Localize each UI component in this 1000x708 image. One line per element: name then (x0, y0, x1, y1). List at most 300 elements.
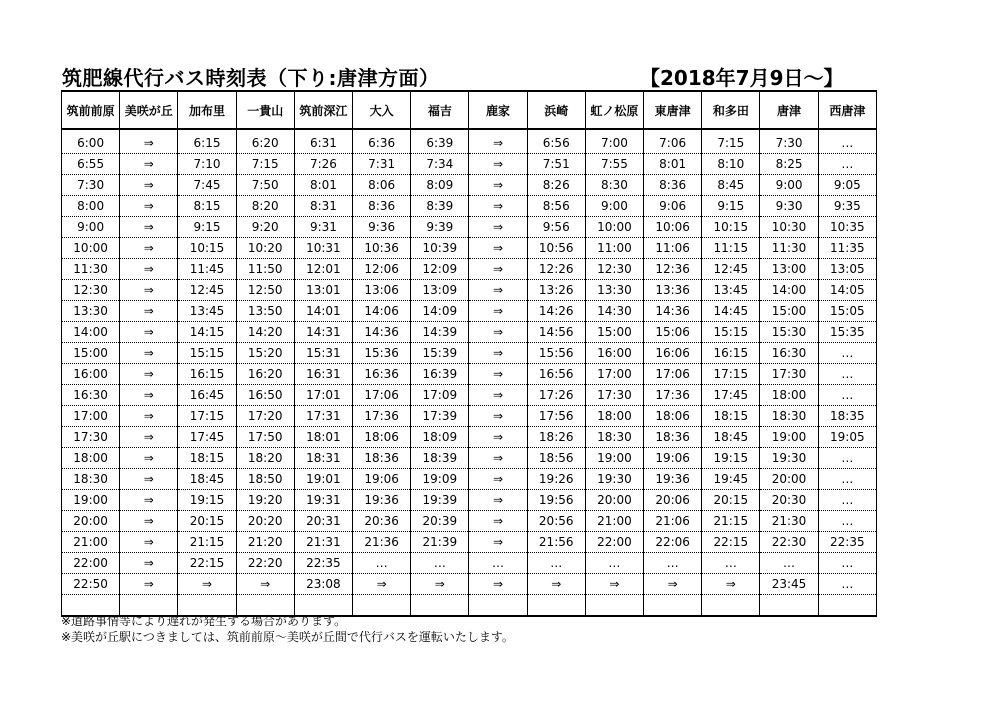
time-cell: 18:30 (760, 406, 818, 427)
time-cell: 9:20 (236, 217, 294, 238)
table-row (62, 469, 877, 490)
time-cell: 10:06 (644, 217, 702, 238)
time-cell: 21:56 (527, 532, 585, 553)
time-cell: 18:20 (236, 448, 294, 469)
time-cell: … (818, 511, 876, 532)
time-cell: … (702, 553, 760, 574)
time-cell: 16:00 (585, 343, 643, 364)
time-cell: 11:30 (760, 238, 818, 259)
station-header: 唐津 (760, 91, 818, 129)
time-cell: 19:36 (353, 490, 411, 511)
time-cell: ⇒ (120, 364, 178, 385)
note-misakigaoka: ※美咲が丘駅につきましては、筑前前原～美咲が丘間で代行バスを運転いたします。 (61, 630, 514, 644)
table-row (62, 217, 877, 238)
table-row (62, 175, 877, 196)
station-header: 筑前前原 (62, 91, 120, 129)
time-cell: 19:39 (411, 490, 469, 511)
time-cell: 14:30 (585, 301, 643, 322)
time-cell: 22:35 (818, 532, 876, 553)
time-cell: 9:06 (644, 196, 702, 217)
station-header: 東唐津 (644, 91, 702, 129)
time-cell: 20:00 (760, 469, 818, 490)
time-cell: 9:05 (818, 175, 876, 196)
time-cell: 8:45 (702, 175, 760, 196)
time-cell: 10:31 (294, 238, 352, 259)
time-cell: 7:15 (236, 154, 294, 175)
time-cell: 22:35 (294, 553, 352, 574)
table-row (62, 129, 877, 154)
time-cell: 7:15 (702, 129, 760, 154)
time-cell: 13:30 (62, 301, 120, 322)
time-cell: 19:01 (294, 469, 352, 490)
time-cell: … (760, 553, 818, 574)
time-cell: 17:30 (62, 427, 120, 448)
time-cell: 20:00 (585, 490, 643, 511)
time-cell: ⇒ (120, 511, 178, 532)
time-cell: ⇒ (120, 490, 178, 511)
time-cell: 17:06 (353, 385, 411, 406)
effective-date: 【2018年7月9日～】 (640, 66, 844, 90)
station-header: 鹿家 (469, 91, 527, 129)
blank-cell (760, 595, 818, 617)
time-cell: 18:09 (411, 427, 469, 448)
time-cell: 16:45 (178, 385, 236, 406)
time-cell: ⇒ (469, 490, 527, 511)
table-row (62, 322, 877, 343)
time-cell: 22:20 (236, 553, 294, 574)
station-header: 筑前深江 (294, 91, 352, 129)
time-cell: 10:00 (62, 238, 120, 259)
time-cell: 22:06 (644, 532, 702, 553)
time-cell: 8:01 (644, 154, 702, 175)
time-cell: 15:00 (760, 301, 818, 322)
time-cell: 19:26 (527, 469, 585, 490)
time-cell: 20:30 (760, 490, 818, 511)
time-cell: 7:50 (236, 175, 294, 196)
time-cell: 18:39 (411, 448, 469, 469)
time-cell: 15:15 (702, 322, 760, 343)
table-row (62, 196, 877, 217)
time-cell: 7:10 (178, 154, 236, 175)
time-cell: 13:30 (585, 280, 643, 301)
time-cell: ⇒ (469, 532, 527, 553)
table-row (62, 364, 877, 385)
time-cell: 13:06 (353, 280, 411, 301)
time-cell: 10:30 (760, 217, 818, 238)
timetable (61, 90, 877, 617)
time-cell: … (818, 385, 876, 406)
time-cell: 9:30 (760, 196, 818, 217)
time-cell: 15:56 (527, 343, 585, 364)
station-header: 加布里 (178, 91, 236, 129)
time-cell: 9:35 (818, 196, 876, 217)
time-cell: 18:36 (353, 448, 411, 469)
time-cell: 20:15 (178, 511, 236, 532)
time-cell: 17:50 (236, 427, 294, 448)
table-row (62, 280, 877, 301)
time-cell: 18:30 (62, 469, 120, 490)
time-cell: 21:39 (411, 532, 469, 553)
time-cell: 8:09 (411, 175, 469, 196)
time-cell: 9:39 (411, 217, 469, 238)
time-cell: 9:56 (527, 217, 585, 238)
time-cell: 14:56 (527, 322, 585, 343)
time-cell: 8:06 (353, 175, 411, 196)
time-cell: 8:36 (353, 196, 411, 217)
blank-cell (818, 595, 876, 617)
table-row (62, 301, 877, 322)
page-title: 筑肥線代行バス時刻表（下り:唐津方面） (62, 66, 440, 90)
time-cell: 16:15 (702, 343, 760, 364)
time-cell: 7:31 (353, 154, 411, 175)
time-cell: 15:00 (585, 322, 643, 343)
table-row (62, 511, 877, 532)
time-cell: 22:15 (702, 532, 760, 553)
time-cell: 16:20 (236, 364, 294, 385)
time-cell: 13:09 (411, 280, 469, 301)
time-cell: ⇒ (120, 322, 178, 343)
table-row (62, 448, 877, 469)
time-cell: 8:36 (644, 175, 702, 196)
time-cell: … (644, 553, 702, 574)
time-cell: 19:20 (236, 490, 294, 511)
time-cell: 17:36 (353, 406, 411, 427)
time-cell: 11:00 (585, 238, 643, 259)
time-cell: 17:06 (644, 364, 702, 385)
table-row (62, 385, 877, 406)
blank-cell (702, 595, 760, 617)
time-cell: ⇒ (120, 196, 178, 217)
time-cell: ⇒ (120, 574, 178, 595)
time-cell: 20:00 (62, 511, 120, 532)
blank-cell (585, 595, 643, 617)
time-cell: 18:15 (178, 448, 236, 469)
time-cell: 21:15 (702, 511, 760, 532)
time-cell: 10:35 (818, 217, 876, 238)
time-cell: ⇒ (120, 532, 178, 553)
time-cell: 7:30 (62, 175, 120, 196)
time-cell: 18:06 (353, 427, 411, 448)
time-cell: 18:30 (585, 427, 643, 448)
time-cell: 6:31 (294, 129, 352, 154)
time-cell: ⇒ (120, 154, 178, 175)
station-header: 西唐津 (818, 91, 876, 129)
time-cell: 11:15 (702, 238, 760, 259)
time-cell: 12:36 (644, 259, 702, 280)
note-delay: ※道路事情等により遅れが発生する場合があります。 (61, 614, 347, 628)
time-cell: 18:01 (294, 427, 352, 448)
time-cell: 12:45 (702, 259, 760, 280)
time-cell: 14:26 (527, 301, 585, 322)
time-cell: 23:45 (760, 574, 818, 595)
time-cell: 18:06 (644, 406, 702, 427)
time-cell: 17:39 (411, 406, 469, 427)
time-cell: 16:00 (62, 364, 120, 385)
time-cell: ⇒ (469, 175, 527, 196)
time-cell: 9:15 (702, 196, 760, 217)
time-cell: 22:00 (62, 553, 120, 574)
time-cell: ⇒ (120, 217, 178, 238)
time-cell: 13:01 (294, 280, 352, 301)
time-cell: 13:45 (178, 301, 236, 322)
time-cell: 20:31 (294, 511, 352, 532)
time-cell: 15:00 (62, 343, 120, 364)
time-cell: 16:36 (353, 364, 411, 385)
time-cell: 17:00 (585, 364, 643, 385)
time-cell: 6:39 (411, 129, 469, 154)
time-cell: 14:05 (818, 280, 876, 301)
time-cell: ⇒ (120, 175, 178, 196)
time-cell: ⇒ (178, 574, 236, 595)
time-cell: 22:15 (178, 553, 236, 574)
time-cell: ⇒ (469, 469, 527, 490)
table-row (62, 532, 877, 553)
time-cell: 15:35 (818, 322, 876, 343)
time-cell: 20:36 (353, 511, 411, 532)
station-header: 福吉 (411, 91, 469, 129)
time-cell: 8:30 (585, 175, 643, 196)
time-cell: ⇒ (469, 406, 527, 427)
time-cell: ⇒ (469, 448, 527, 469)
time-cell: 20:39 (411, 511, 469, 532)
time-cell: 12:50 (236, 280, 294, 301)
time-cell: ⇒ (702, 574, 760, 595)
time-cell: 8:39 (411, 196, 469, 217)
time-cell: 10:56 (527, 238, 585, 259)
time-cell: ⇒ (469, 238, 527, 259)
time-cell: … (818, 574, 876, 595)
time-cell: 16:50 (236, 385, 294, 406)
time-cell: 18:26 (527, 427, 585, 448)
time-cell: 20:06 (644, 490, 702, 511)
time-cell: 14:15 (178, 322, 236, 343)
time-cell: 13:00 (760, 259, 818, 280)
time-cell: 19:15 (702, 448, 760, 469)
time-cell: 14:06 (353, 301, 411, 322)
time-cell: ⇒ (469, 301, 527, 322)
time-cell: 14:36 (644, 301, 702, 322)
time-cell: 14:09 (411, 301, 469, 322)
time-cell: 18:00 (760, 385, 818, 406)
time-cell: 17:09 (411, 385, 469, 406)
time-cell: 19:31 (294, 490, 352, 511)
time-cell: 12:26 (527, 259, 585, 280)
time-cell: 21:20 (236, 532, 294, 553)
time-cell: … (818, 154, 876, 175)
table-row (62, 490, 877, 511)
time-cell: … (818, 553, 876, 574)
time-cell: 17:26 (527, 385, 585, 406)
time-cell: 15:15 (178, 343, 236, 364)
time-cell: 14:36 (353, 322, 411, 343)
time-cell: ⇒ (469, 280, 527, 301)
time-cell: 18:35 (818, 406, 876, 427)
time-cell: 16:56 (527, 364, 585, 385)
time-cell: 18:45 (178, 469, 236, 490)
time-cell: 7:30 (760, 129, 818, 154)
time-cell: 19:30 (760, 448, 818, 469)
time-cell: 17:20 (236, 406, 294, 427)
time-cell: 21:31 (294, 532, 352, 553)
time-cell: … (585, 553, 643, 574)
time-cell: … (469, 553, 527, 574)
time-cell: … (818, 469, 876, 490)
notes (61, 613, 514, 645)
time-cell: 18:36 (644, 427, 702, 448)
time-cell: 17:31 (294, 406, 352, 427)
time-cell: 9:00 (760, 175, 818, 196)
time-cell: 19:06 (353, 469, 411, 490)
time-cell: 19:06 (644, 448, 702, 469)
time-cell: 19:00 (760, 427, 818, 448)
time-cell: 13:50 (236, 301, 294, 322)
time-cell: 6:20 (236, 129, 294, 154)
time-cell: 7:00 (585, 129, 643, 154)
time-cell: 15:20 (236, 343, 294, 364)
time-cell: 11:06 (644, 238, 702, 259)
time-cell: ⇒ (120, 301, 178, 322)
time-cell: … (353, 553, 411, 574)
time-cell: 14:39 (411, 322, 469, 343)
time-cell: 19:09 (411, 469, 469, 490)
time-cell: 20:15 (702, 490, 760, 511)
time-cell: 8:25 (760, 154, 818, 175)
time-cell: 21:15 (178, 532, 236, 553)
time-cell: 12:30 (62, 280, 120, 301)
time-cell: ⇒ (469, 217, 527, 238)
time-cell: 16:15 (178, 364, 236, 385)
time-cell: 15:36 (353, 343, 411, 364)
station-header: 美咲が丘 (120, 91, 178, 129)
time-cell: ⇒ (120, 427, 178, 448)
time-cell: 17:45 (178, 427, 236, 448)
time-cell: 8:10 (702, 154, 760, 175)
time-cell: 17:15 (702, 364, 760, 385)
table-row (62, 238, 877, 259)
table-row (62, 154, 877, 175)
time-cell: 7:45 (178, 175, 236, 196)
time-cell: … (818, 364, 876, 385)
station-header: 浜崎 (527, 91, 585, 129)
time-cell: 17:15 (178, 406, 236, 427)
time-cell: ⇒ (469, 343, 527, 364)
time-cell: ⇒ (469, 574, 527, 595)
time-cell: 12:09 (411, 259, 469, 280)
station-header: 虹ノ松原 (585, 91, 643, 129)
time-cell: … (818, 343, 876, 364)
time-cell: 22:30 (760, 532, 818, 553)
time-cell: 21:00 (62, 532, 120, 553)
time-cell: 9:00 (62, 217, 120, 238)
station-header: 和多田 (702, 91, 760, 129)
time-cell: 10:39 (411, 238, 469, 259)
time-cell: 15:06 (644, 322, 702, 343)
time-cell: 15:30 (760, 322, 818, 343)
time-cell: 6:00 (62, 129, 120, 154)
time-cell: 23:08 (294, 574, 352, 595)
time-cell: 12:06 (353, 259, 411, 280)
table-row (62, 343, 877, 364)
time-cell: 7:55 (585, 154, 643, 175)
time-cell: 11:30 (62, 259, 120, 280)
time-cell: 9:36 (353, 217, 411, 238)
time-cell: 10:00 (585, 217, 643, 238)
time-cell: 19:30 (585, 469, 643, 490)
time-cell: 18:15 (702, 406, 760, 427)
time-cell: 19:00 (62, 490, 120, 511)
time-cell: 6:56 (527, 129, 585, 154)
time-cell: ⇒ (644, 574, 702, 595)
time-cell: ⇒ (469, 511, 527, 532)
time-cell: 11:35 (818, 238, 876, 259)
time-cell: 17:00 (62, 406, 120, 427)
table-row (62, 574, 877, 595)
time-cell: 19:56 (527, 490, 585, 511)
time-cell: 8:56 (527, 196, 585, 217)
time-cell: 14:00 (760, 280, 818, 301)
time-cell: 9:00 (585, 196, 643, 217)
time-cell: 19:15 (178, 490, 236, 511)
table-row (62, 427, 877, 448)
time-cell: 9:31 (294, 217, 352, 238)
time-cell: 14:20 (236, 322, 294, 343)
time-cell: ⇒ (120, 553, 178, 574)
time-cell: 18:56 (527, 448, 585, 469)
timetable-body (62, 129, 877, 616)
time-cell: 15:31 (294, 343, 352, 364)
time-cell: ⇒ (120, 280, 178, 301)
time-cell: 18:31 (294, 448, 352, 469)
time-cell: 17:45 (702, 385, 760, 406)
time-cell: ⇒ (353, 574, 411, 595)
time-cell: 19:00 (585, 448, 643, 469)
time-cell: ⇒ (120, 259, 178, 280)
time-cell: 8:15 (178, 196, 236, 217)
blank-cell (527, 595, 585, 617)
time-cell: 17:56 (527, 406, 585, 427)
time-cell: … (411, 553, 469, 574)
time-cell: ⇒ (120, 238, 178, 259)
time-cell: 7:26 (294, 154, 352, 175)
time-cell: 12:30 (585, 259, 643, 280)
time-cell: ⇒ (469, 129, 527, 154)
time-cell: 13:05 (818, 259, 876, 280)
time-cell: 10:20 (236, 238, 294, 259)
time-cell: 6:36 (353, 129, 411, 154)
time-cell: ⇒ (585, 574, 643, 595)
table-row (62, 553, 877, 574)
time-cell: … (818, 490, 876, 511)
time-cell: ⇒ (469, 196, 527, 217)
time-cell: 16:30 (62, 385, 120, 406)
time-cell: 8:00 (62, 196, 120, 217)
time-cell: 21:30 (760, 511, 818, 532)
time-cell: 16:06 (644, 343, 702, 364)
time-cell: 13:36 (644, 280, 702, 301)
time-cell: 14:45 (702, 301, 760, 322)
time-cell: 20:56 (527, 511, 585, 532)
time-cell: 6:55 (62, 154, 120, 175)
time-cell: ⇒ (469, 259, 527, 280)
time-cell: ⇒ (120, 448, 178, 469)
time-cell: 13:26 (527, 280, 585, 301)
time-cell: 13:45 (702, 280, 760, 301)
time-cell: 7:34 (411, 154, 469, 175)
time-cell: 22:50 (62, 574, 120, 595)
time-cell: ⇒ (469, 322, 527, 343)
time-cell: ⇒ (469, 154, 527, 175)
station-header: 一貴山 (236, 91, 294, 129)
